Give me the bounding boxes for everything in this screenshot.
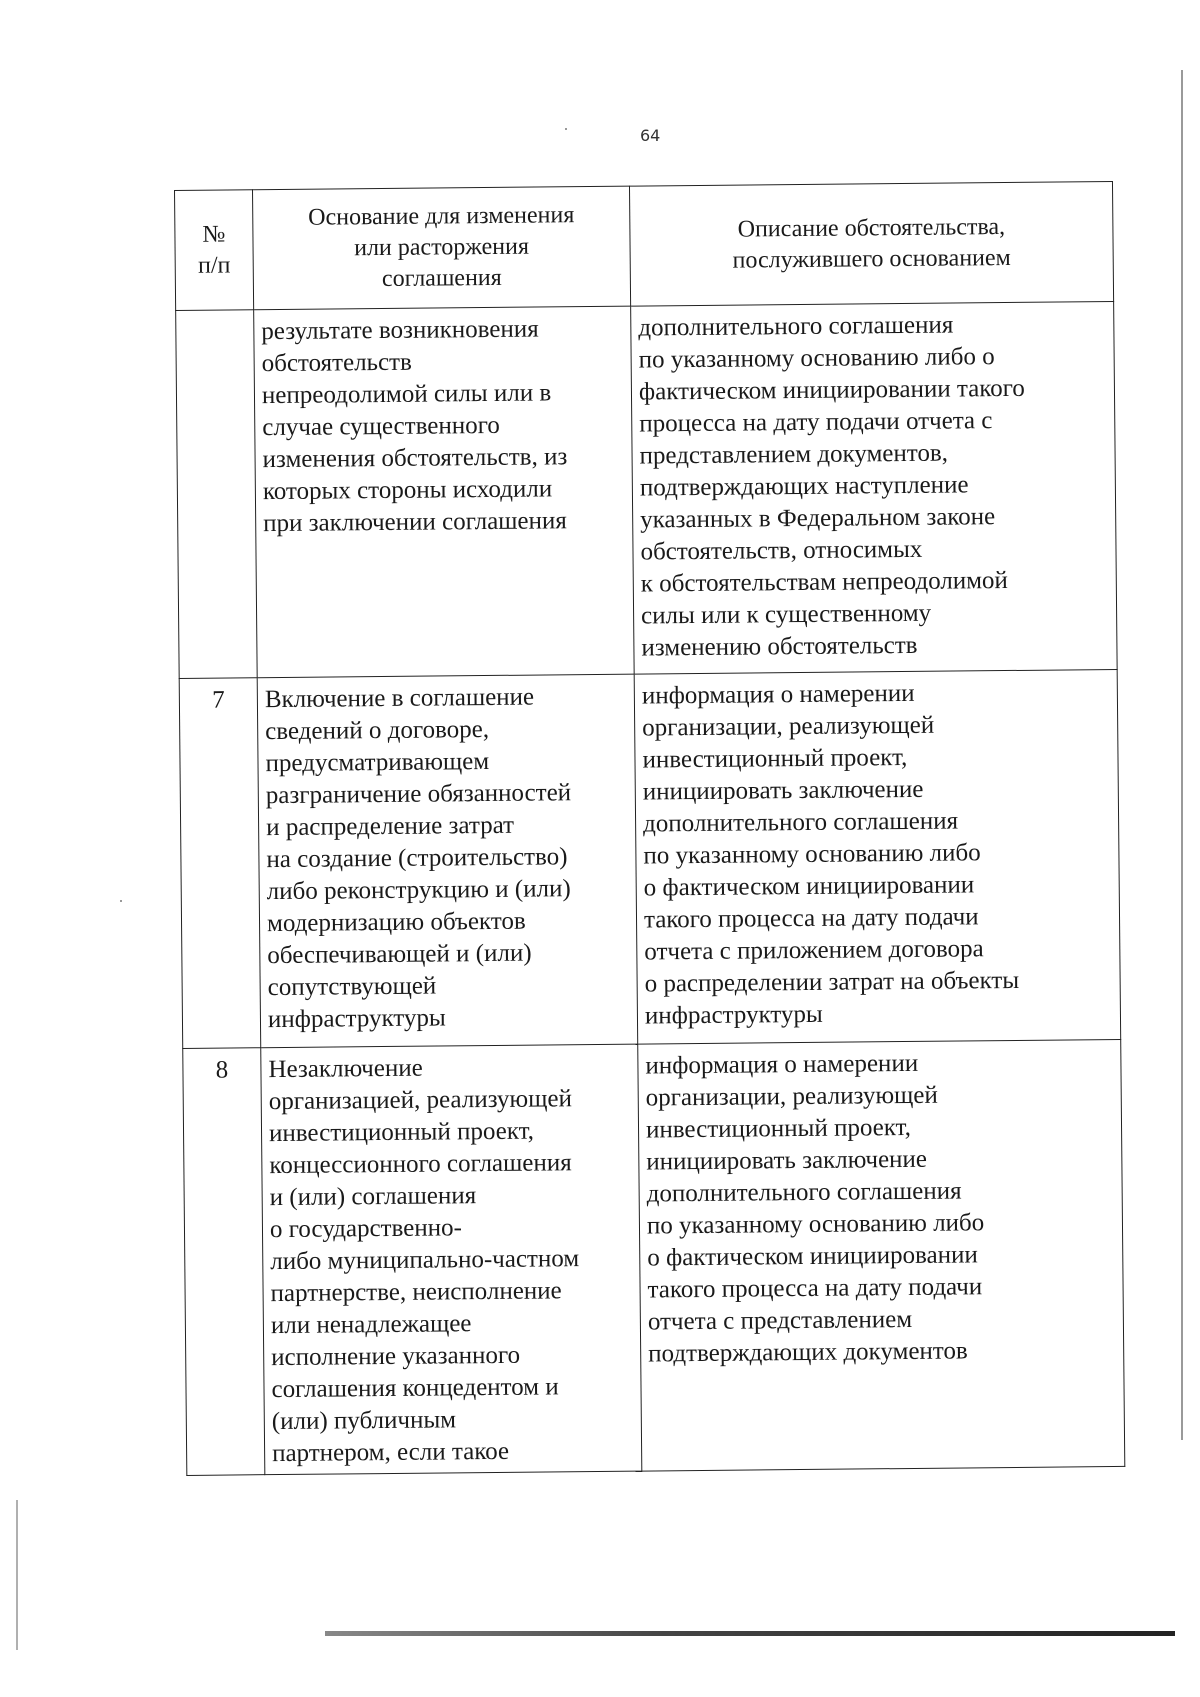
page-number: 64 [640, 126, 661, 145]
text-line: такого процесса на дату подачи [643, 903, 979, 934]
text-line: о фактическом инициировании [643, 871, 975, 902]
scan-edge-left [16, 1500, 18, 1650]
header-basis-line: или расторжения [354, 233, 530, 262]
text-line: партнером, если такое [272, 1437, 510, 1468]
text-line: Включение в соглашение [264, 683, 535, 714]
text-line: к обстоятельствам непреодолимой [640, 567, 1008, 598]
text-line: партнерстве, неисполнение [270, 1277, 562, 1308]
table-row [176, 301, 1117, 678]
text-line: подтверждающих наступление [639, 471, 969, 502]
scan-bottom-bar [325, 1631, 1175, 1636]
text-line: подтверждающих документов [648, 1337, 968, 1368]
scan-speck [120, 900, 122, 902]
header-description-line: послужившего основанием [732, 244, 1011, 274]
text-line: обстоятельств [261, 348, 412, 378]
text-line: представлением документов, [639, 439, 949, 470]
text-line: инициировать заключение [642, 775, 924, 806]
text-line: Незаключение [268, 1054, 423, 1084]
text-line: процесса на дату подачи отчета с [639, 407, 993, 438]
text-line: о фактическом инициировании [647, 1241, 978, 1272]
row-number: 7 [179, 678, 261, 1049]
text-line: сопутствующей [267, 972, 437, 1002]
row-description [634, 669, 1121, 1044]
text-line: соглашения концедентом и [271, 1373, 559, 1404]
text-line: дополнительного соглашения [646, 1177, 962, 1208]
header-description [629, 181, 1113, 306]
text-line: указанных в Федеральном законе [640, 503, 996, 534]
text-line: либо муниципально-частном [270, 1245, 580, 1276]
text-line: по указанному основанию либо о [638, 343, 995, 374]
row-basis [254, 306, 635, 678]
text-line: силы или к существенному [640, 599, 932, 630]
header-basis-line: соглашения [381, 264, 502, 293]
text-line: информация о намерении [645, 1049, 919, 1080]
text-line: организации, реализующей [642, 711, 935, 742]
header-num-line: № [202, 221, 226, 248]
text-line: исполнение указанного [271, 1341, 521, 1372]
text-line: о государственно- [269, 1214, 462, 1244]
text-line: фактическом инициировании такого [638, 374, 1025, 406]
table-row [179, 669, 1121, 1048]
scan-edge-right [1181, 70, 1183, 1440]
text-line: случае существенного [262, 411, 500, 442]
table-header-row [175, 181, 1114, 310]
text-line: предусматривающем [265, 748, 490, 778]
row-description [638, 1039, 1125, 1471]
text-line: изменения обстоятельств, из [262, 443, 568, 474]
header-basis [253, 186, 631, 310]
text-line: организации, реализующей [645, 1081, 938, 1112]
text-line: отчета с представлением [647, 1305, 913, 1336]
text-line: дополнительного соглашения [642, 807, 959, 838]
text-line: инфраструктуры [267, 1004, 446, 1034]
text-line: на создание (строительство) [266, 843, 568, 874]
text-line: и (или) соглашения [269, 1182, 477, 1212]
text-line: концессионного соглашения [269, 1149, 572, 1180]
scan-speck [565, 128, 567, 130]
text-line: либо реконструкцию и (или) [266, 875, 571, 906]
header-num-line: п/п [197, 251, 231, 279]
text-line: инвестиционный проект, [642, 743, 908, 774]
text-line: и распределение затрат [265, 811, 515, 842]
text-line: о распределении затрат на объекты [644, 966, 1020, 998]
text-line: разграничение обязанностей [265, 779, 572, 810]
row-description [631, 301, 1118, 674]
text-line: дополнительного соглашения [638, 311, 954, 342]
text-line: отчета с приложением договора [644, 935, 984, 966]
text-line: (или) публичным [271, 1406, 457, 1436]
text-line: результате возникновения [261, 315, 539, 346]
text-line: инвестиционный проект, [645, 1113, 912, 1144]
text-line: сведений о договоре, [265, 716, 490, 746]
table-row [183, 1039, 1125, 1475]
header-num [175, 190, 254, 311]
text-line: инфраструктуры [644, 1000, 823, 1030]
text-line: непреодолимой силы или в [261, 379, 552, 410]
text-line: информация о намерении [641, 679, 915, 710]
text-line: инициировать заключение [646, 1145, 928, 1176]
text-line: или ненадлежащее [270, 1310, 472, 1340]
text-line: по указанному основанию либо [643, 839, 981, 870]
row-basis [261, 1044, 642, 1475]
text-line: обеспечивающей и (или) [267, 939, 532, 970]
document-table [174, 181, 1125, 1476]
header-description-line: Описание обстоятельства, [737, 213, 1006, 243]
text-line: организацией, реализующей [268, 1085, 573, 1116]
text-line: такого процесса на дату подачи [647, 1273, 983, 1304]
row-number [176, 310, 258, 679]
text-line: по указанному основанию либо [646, 1209, 985, 1240]
text-line: инвестиционный проект, [268, 1117, 535, 1148]
text-line: обстоятельств, относимых [640, 535, 923, 566]
header-basis-line: Основание для изменения [308, 202, 575, 231]
text-line: изменению обстоятельств [641, 631, 918, 662]
text-line: при заключении соглашения [263, 507, 567, 538]
row-number: 8 [183, 1048, 265, 1476]
row-basis [257, 674, 638, 1048]
text-line: модернизацию объектов [266, 907, 526, 938]
text-line: которых стороны исходили [262, 475, 553, 506]
